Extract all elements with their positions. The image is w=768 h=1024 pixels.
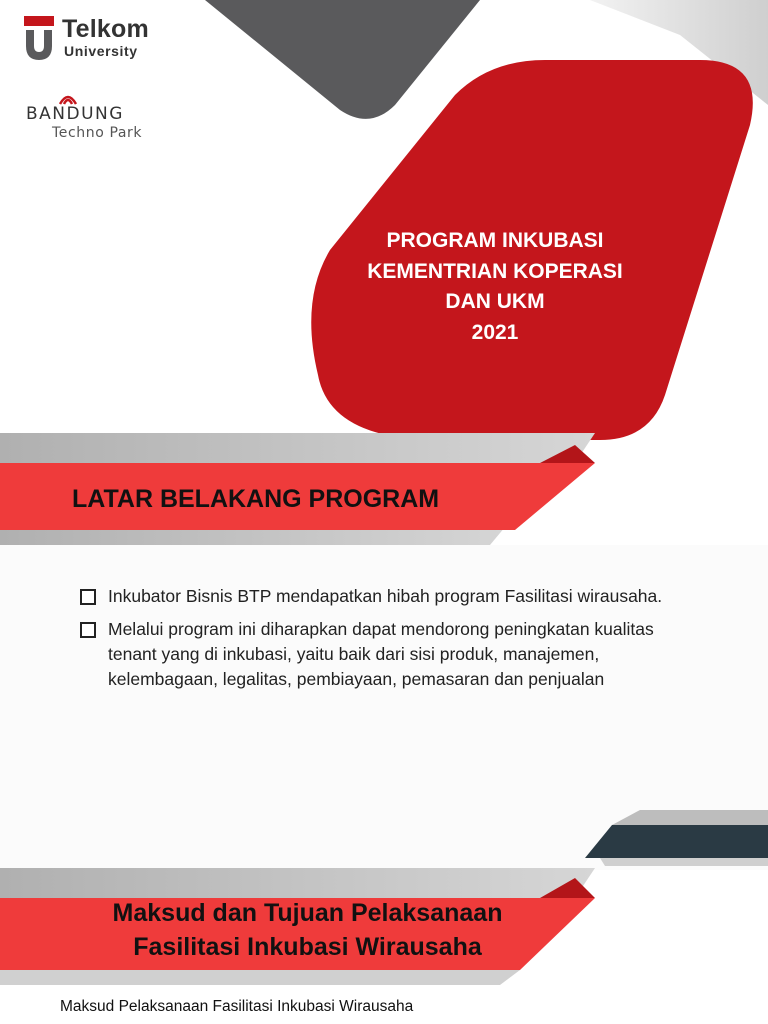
bandung-techno-park-logo [26,86,166,146]
telkom-logo-name: Telkom [62,15,149,43]
btp-logo-sub: Techno Park [52,125,143,141]
section-heading-latar-belakang: LATAR BELAKANG PROGRAM [72,485,440,513]
section2-grey-band-bottom [0,970,520,985]
bullet-text: Inkubator Bisnis BTP mendapatkan hibah program Fasilitasi wirausaha. [108,586,663,606]
top-dark-grey-block [205,0,480,119]
section2-heading-line-2: Fasilitasi Inkubasi Wirausaha [133,933,482,961]
list-item [80,617,680,692]
title-line-4: 2021 [471,320,519,344]
signal-waves-icon [56,86,80,106]
list-item [80,584,680,609]
bullet-text: Melalui program ini diharapkan dapat mendorong peningkatan kualitas tenant yang di inkubasi, yaitu baik dari sisi produk, manajemen, kelembagaan, legalitas, pembiayaan, pemasaran dan penjualan [108,619,654,689]
maksud-subtext: Maksud Pelaksanaan Fasilitasi Inkubasi Wirausaha [60,998,414,1015]
btp-logo-name: BANDUNG [26,104,124,124]
latar-belakang-bullet-list [80,584,680,700]
telkom-logo-sub: University [64,43,138,59]
slate-accent-grey-bottom [600,858,768,866]
checkbox-bullet-icon [80,589,96,605]
slide-title [330,226,660,348]
title-line-2: KEMENTRIAN KOPERASI [367,259,623,283]
checkbox-bullet-icon [80,622,96,638]
slate-accent-bar [585,825,768,858]
section2-heading-line-1: Maksud dan Tujuan Pelaksanaan [112,899,503,927]
section-heading-maksud-tujuan [60,896,555,964]
section1-grey-band [0,433,595,463]
title-line-3: DAN UKM [445,290,545,313]
telkom-university-logo [22,14,162,66]
telkom-mark-icon [22,14,56,62]
title-line-1: PROGRAM INKUBASI [386,229,604,252]
section2-grey-band [0,868,595,898]
